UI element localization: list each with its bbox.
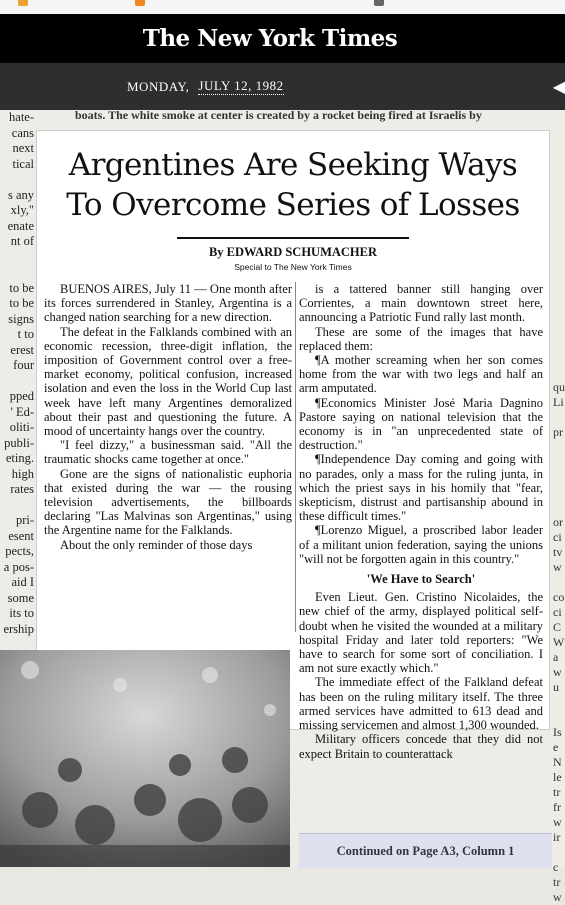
- previous-photo-caption: boats. The white smoke at center is created by a rocket being fired at Israelis by: [75, 108, 482, 122]
- margin-fragment: [553, 365, 565, 380]
- paragraph: Gone are the signs of nationalistic euphoria that existed during the war — the rousing television advertisements, the billboards declaring "Las Malvinas son Argentinas," using the Argentine name for the Falklands.: [44, 466, 292, 538]
- margin-fragment: aid I: [11, 575, 34, 589]
- margin-fragment: N: [553, 755, 562, 769]
- margin-fragment: [553, 350, 565, 365]
- margin-fragment: [0, 374, 34, 390]
- date-selector[interactable]: JULY 12, 1982: [198, 78, 284, 93]
- margin-fragment: fr: [553, 800, 561, 814]
- right-margin-column: [553, 110, 565, 904]
- masthead: [0, 14, 565, 63]
- margin-fragment: W: [553, 635, 565, 649]
- margin-fragment: high: [11, 466, 34, 481]
- paragraph: Even Lieut. Gen. Cristino Nicolaides, the new chief of the army, displayed political self-doubt when he visited the wounded at a military hospital Friday and later told reporters: "We have to search for some sort of conciliation. I am not sure exactly which.": [299, 590, 543, 676]
- margin-fragment: ci: [553, 605, 562, 619]
- margin-fragment: Li: [553, 395, 564, 409]
- margin-fragment: e: [553, 740, 559, 754]
- margin-fragment: erest: [10, 342, 34, 357]
- paragraph: "I feel dizzy," a businessman said. "All the traumatic shocks came together at once.": [44, 438, 292, 467]
- margin-fragment: [553, 440, 565, 455]
- margin-fragment: nt of: [10, 234, 34, 248]
- paragraph: ¶A mother screaming when her son comes home from the war with two legs and half an arm amputated.: [299, 353, 543, 396]
- nyt-logo[interactable]: The New York Times: [142, 25, 398, 52]
- margin-fragment: [553, 320, 565, 335]
- margin-fragment: qu: [553, 380, 565, 394]
- margin-fragment: some: [7, 590, 34, 605]
- margin-fragment: pr: [553, 425, 563, 439]
- toolbar-icon: [18, 0, 28, 6]
- margin-fragment: a: [553, 650, 559, 664]
- margin-fragment: [553, 305, 565, 320]
- margin-fragment: [553, 845, 565, 860]
- margin-fragment: Is: [553, 725, 562, 739]
- margin-fragment: its to: [9, 606, 34, 620]
- margin-fragment: hate-: [9, 110, 34, 124]
- date-bar: [0, 63, 565, 110]
- margin-fragment: signs: [8, 311, 34, 326]
- paragraph: Military officers concede that they did not expect Britain to counterattack: [299, 732, 543, 761]
- headline-line-1: Argentines Are Seeking Ways: [68, 147, 518, 183]
- margin-fragment: c: [553, 860, 559, 874]
- margin-fragment: publi-: [4, 435, 34, 450]
- photo-image: [0, 650, 290, 867]
- margin-fragment: [553, 290, 565, 305]
- margin-fragment: tical: [12, 156, 34, 171]
- date-day: MONDAY,: [127, 78, 190, 94]
- paragraph: ¶Lorenzo Miguel, a proscribed labor leader of a militant union federation, saying the unions "will not be forgotten again in this country.": [299, 523, 543, 566]
- margin-fragment: next: [12, 141, 34, 155]
- margin-fragment: [553, 215, 565, 230]
- margin-fragment: to be: [9, 296, 34, 310]
- margin-fragment: oliti-: [9, 420, 34, 434]
- margin-fragment: u: [553, 680, 559, 694]
- browser-top-strip: [0, 0, 565, 15]
- margin-fragment: [553, 485, 565, 500]
- margin-fragment: a pos-: [3, 559, 34, 574]
- byline: By EDWARD SCHUMACHER: [208, 245, 378, 259]
- paragraph: ¶Independence Day coming and going with no parades, only a mass for the ruling junta, in which the priest says in his homily that "fear, skepticism, distrust and partisanship abound in these difficult times.": [299, 452, 543, 524]
- margin-fragment: [553, 710, 565, 725]
- margin-fragment: w: [553, 890, 562, 904]
- article-column-1: [44, 282, 292, 582]
- article-column-2: [299, 282, 543, 761]
- margin-fragment: tr: [553, 875, 561, 889]
- margin-fragment: enate: [7, 218, 34, 233]
- margin-fragment: ir: [553, 830, 561, 844]
- newspaper-scan: [0, 108, 565, 904]
- margin-fragment: pects,: [5, 544, 34, 558]
- margin-fragment: co: [553, 590, 565, 604]
- margin-fragment: [553, 410, 565, 425]
- margin-fragment: [553, 470, 565, 485]
- continued-link[interactable]: Continued on Page A3, Column 1: [299, 833, 552, 868]
- margin-fragment: ership: [3, 621, 34, 636]
- margin-fragment: [553, 335, 565, 350]
- toolbar-icon: [374, 0, 384, 6]
- margin-fragment: [553, 230, 565, 245]
- margin-fragment: to be: [9, 280, 34, 295]
- column-divider: [295, 282, 296, 632]
- headline: [41, 145, 545, 225]
- margin-fragment: [553, 455, 565, 470]
- left-margin-column: [0, 110, 34, 740]
- margin-fragment: [553, 575, 565, 590]
- margin-fragment: ' Ed-: [10, 404, 34, 419]
- paragraph: The immediate effect of the Falkland defeat has been on the ruling military itself. The three armed services have admitted to 613 dead and missing servicemen and almost 1,300 wounded.: [299, 675, 543, 733]
- article: [36, 130, 550, 761]
- crowd-photo: [0, 650, 290, 867]
- margin-fragment: pri-: [15, 513, 34, 527]
- margin-fragment: pped: [9, 389, 34, 403]
- margin-fragment: [553, 155, 565, 170]
- margin-fragment: esent: [8, 528, 34, 543]
- margin-fragment: [0, 265, 34, 281]
- margin-fragment: xly,": [10, 203, 34, 217]
- margin-fragment: [553, 245, 565, 260]
- prev-page-arrow-icon[interactable]: ◀: [552, 79, 565, 96]
- margin-fragment: [0, 498, 34, 514]
- margin-fragment: cans: [11, 125, 34, 140]
- margin-fragment: or: [553, 515, 563, 529]
- margin-fragment: [553, 200, 565, 215]
- margin-fragment: [553, 185, 565, 200]
- paragraph: The defeat in the Falklands combined with an economic recession, three-digit inflation, the imposition of Government control over a free-market economy, political confusion, increased isolation and even the loss in the World Cup last week have left many Argentines demoralized about their past and questioning the future. A mood of uncertainty hangs over the country.: [44, 324, 292, 439]
- margin-fragment: [0, 250, 34, 266]
- paragraph: About the only reminder of those days: [60, 537, 253, 552]
- margin-fragment: [553, 140, 565, 155]
- paragraph: BUENOS AIRES, July 11 — One month after its forces surrendered in Stanley, Argentina is a changed nation searching for a new direction.: [44, 282, 292, 325]
- margin-fragment: [553, 275, 565, 290]
- margin-fragment: rates: [10, 482, 34, 496]
- margin-fragment: [553, 500, 565, 515]
- margin-fragment: [0, 172, 34, 188]
- headline-line-2: To Overcome Series of Losses: [66, 187, 520, 223]
- margin-fragment: tv: [553, 545, 563, 559]
- margin-fragment: [553, 125, 565, 140]
- margin-fragment: four: [13, 358, 34, 372]
- margin-fragment: [553, 260, 565, 275]
- paragraph: ¶Economics Minister José Maria Dagnino Pastore saying on national television that the economy is in "an unprecedented state of destruction.": [299, 395, 543, 453]
- margin-fragment: w: [553, 560, 562, 574]
- paragraph: is a tattered banner still hanging over Corrientes, a main downtown street here, announcing a Patriotic Fund rally last month.: [299, 282, 543, 325]
- paragraph: These are some of the images that have replaced them:: [299, 324, 543, 353]
- margin-fragment: w: [553, 665, 562, 679]
- margin-fragment: s any: [7, 187, 34, 202]
- margin-fragment: w: [553, 815, 562, 829]
- margin-fragment: [553, 110, 565, 125]
- margin-fragment: tr: [553, 785, 561, 799]
- margin-fragment: le: [553, 770, 562, 784]
- margin-fragment: [553, 170, 565, 185]
- margin-fragment: [553, 695, 565, 710]
- special-credit: Special to The New York Times: [234, 262, 352, 272]
- headline-rule: [177, 237, 409, 239]
- margin-fragment: C: [553, 620, 562, 634]
- margin-fragment: ci: [553, 530, 562, 544]
- toolbar-icon: [135, 0, 145, 6]
- subheading: 'We Have to Search': [366, 572, 476, 587]
- margin-fragment: t to: [17, 327, 34, 341]
- margin-fragment: eting.: [5, 451, 34, 465]
